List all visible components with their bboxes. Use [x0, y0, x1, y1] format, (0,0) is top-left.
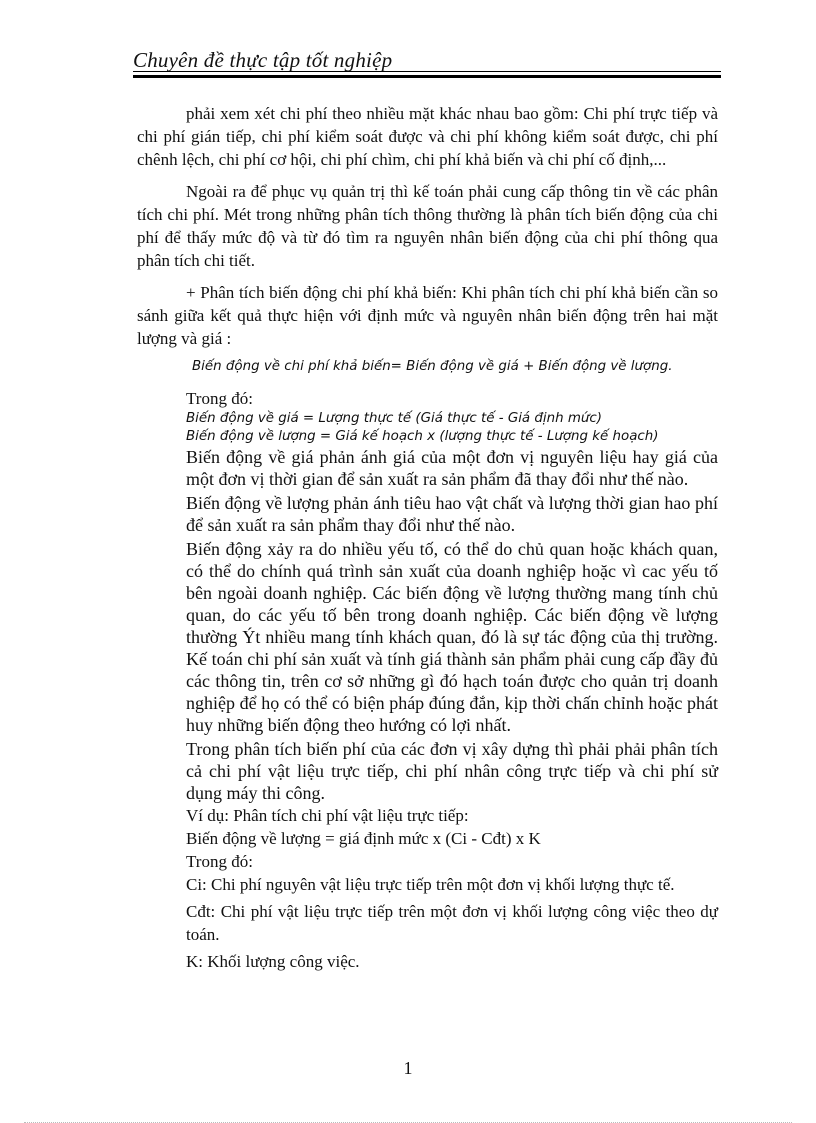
- quantity-variance-definition: Biến động về lượng = Giá kế hoạch x (lượng thực tế - Lượng kế hoạch): [186, 429, 659, 444]
- document-body: [137, 102, 718, 973]
- cdt-definition: Cđt: Chi phí vật liệu trực tiếp trên một đơn vị khối lượng công việc theo dự toán.: [186, 902, 718, 944]
- paragraph-quantity-variance: Biến động về lượng phản ánh tiêu hao vật chất và lượng thời gian hao phí để sản xuất ra sản phẩm thay đổi như thế nào.: [186, 493, 718, 535]
- definitions-block: [137, 387, 718, 973]
- price-variance-definition: Biến động về giá = Lượng thực tế (Giá thực tế - Giá định mức): [186, 411, 602, 426]
- paragraph-variance-causes: Biến động xảy ra do nhiều yếu tố, có thể do chủ quan hoặc khách quan, có thể do chính quá trình sản xuất của doanh nghiệp hoặc vì cac yếu tố bên ngoài doanh nghiệp. Các biến động về lượng thường mang tính chủ quan, do các yếu tố bên trong doanh nghiệp. Các biến động về lượng thường Ýt nhiều mang tính khách quan, đó là sự tác động của thị trường. Kế toán chi phí sản xuất và tính giá thành sản phẩm phải cung cấp đầy đủ các thông tin, trên cơ sở những gì đó hạch toán được cho quản trị doanh nghiệp để họ có thể có biện pháp đúng đắn, kịp thời chấn chỉnh hoặc phát huy những biến động theo hướng có lợi nhất.: [186, 539, 718, 735]
- where-label: Trong đó:: [186, 389, 253, 408]
- example-heading: Ví dụ: Phân tích chi phí vật liệu trực tiếp:: [186, 806, 469, 825]
- header-thick-rule: [133, 75, 721, 78]
- paragraph-variable-cost-analysis: + Phân tích biến động chi phí khả biến: Khi phân tích chi phí khả biến cần so sánh giữa kết quả thực hiện với định mức và nguyên nhân biến động trên hai mặt lượng và giá :: [137, 283, 718, 348]
- paragraph-cost-analysis: Ngoài ra để phục vụ quản trị thì kế toán phải cung cấp thông tin về các phân tích chi phí. Mét trong những phân tích thông thường là phân tích biến động của chi phí để thấy mức độ và từ đó tìm ra nguyên nhân biến động của chi phí thông qua phân tích chi tiết.: [137, 182, 718, 270]
- header-thin-rule: [133, 71, 721, 72]
- paragraph-cost-types: phải xem xét chi phí theo nhiều mặt khác nhau bao gồm: Chi phí trực tiếp và chi phí gián tiếp, chi phí kiểm soát được và chi phí không kiểm soát được, chi phí chênh lệch, chi phí cơ hội, chi phí chìm, chi phí khả biến và chi phí cố định,...: [137, 104, 718, 169]
- page-number: 1: [403, 1058, 413, 1078]
- page-header-title: Chuyên đề thực tập tốt nghiệp: [133, 48, 393, 72]
- paragraph-construction-analysis: Trong phân tích biến phí của các đơn vị xây dựng thì phải phải phân tích cả chi phí vật liệu trực tiếp, chi phí nhân công trực tiếp và chi phí sử dụng máy thi công.: [186, 739, 718, 803]
- example-formula: Biến động về lượng = giá định mức x (Ci - Cđt) x K: [186, 829, 541, 848]
- k-definition: K: Khối lượng công việc.: [186, 952, 360, 971]
- where-label-2: Trong đó:: [186, 852, 253, 871]
- ci-definition: Ci: Chi phí nguyên vật liệu trực tiếp trên một đơn vị khối lượng thực tế.: [186, 875, 675, 894]
- variance-formula: Biến động về chi phí khả biến= Biến động về giá + Biến động về lượng.: [192, 359, 673, 374]
- paragraph-price-variance: Biến động về giá phản ánh giá của một đơn vị nguyên liệu hay giá của một đơn vị thời gian để sản xuất ra sản phẩm đã thay đổi như thế nào.: [186, 447, 718, 489]
